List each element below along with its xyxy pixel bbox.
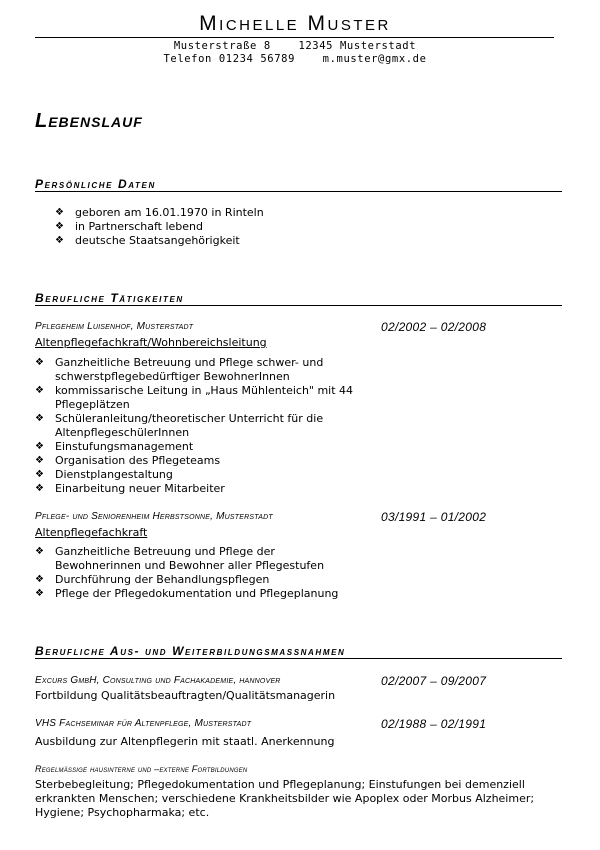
job-duties-list	[35, 545, 535, 601]
diamond-bullet-icon: ❖	[35, 469, 44, 480]
diamond-bullet-icon: ❖	[55, 207, 64, 218]
diamond-bullet-icon: ❖	[35, 546, 44, 557]
education-description: Fortbildung Qualitätsbeauftragten/Qualitätsmanagerin	[35, 689, 336, 702]
section-heading-personal: Persönliche Daten	[35, 177, 156, 191]
diamond-bullet-icon: ❖	[55, 221, 64, 232]
job-role: Altenpflegefachkraft/Wohnbereichsleitung	[35, 336, 267, 349]
section-divider	[35, 191, 562, 192]
diamond-bullet-icon: ❖	[35, 385, 44, 396]
personal-list	[55, 206, 555, 248]
job-employer: Pflegeheim Luisenhof, Musterstadt	[35, 321, 194, 332]
section-divider	[35, 305, 562, 306]
job-dates: 02/2002 – 02/2008	[381, 320, 487, 334]
list-item: ❖ in Partnerschaft lebend	[55, 220, 204, 233]
list-item: ❖ Organisation des Pflegeteams	[35, 454, 221, 467]
education-dates: 02/1988 – 02/1991	[381, 717, 487, 731]
job-role: Altenpflegefachkraft	[35, 526, 148, 539]
list-item: ❖ Einarbeitung neuer Mitarbeiter	[35, 482, 225, 495]
list-item: ❖ Schüleranleitung/theoretischer Unterricht für die AltenpflegeschülerInnen	[35, 412, 324, 439]
list-item: ❖ geboren am 16.01.1970 in Rinteln	[55, 206, 264, 219]
document-title: Lebenslauf	[35, 110, 143, 132]
job-duties-list	[35, 356, 535, 496]
diamond-bullet-icon: ❖	[35, 574, 44, 585]
list-item: ❖ deutsche Staatsangehörigkeit	[55, 234, 240, 247]
diamond-bullet-icon: ❖	[35, 455, 44, 466]
list-item: ❖ Ganzheitliche Betreuung und Pflege schwer- und schwerstpflegebedürftiger BewohnerInnen	[35, 356, 324, 383]
section-heading-education: Berufliche Aus- und Weiterbildungsmassnahmen	[35, 644, 346, 658]
list-item: ❖ Pflege der Pflegedokumentation und Pflegeplanung	[35, 587, 339, 600]
list-item: ❖ kommissarische Leitung in „Haus Mühlenteich" mit 44 Pflegeplätzen	[35, 384, 354, 411]
diamond-bullet-icon: ❖	[35, 588, 44, 599]
education-institution: VHS Fachseminar für Altenpflege, Musterstadt	[35, 718, 252, 729]
address-line: Musterstraße 8 12345 Musterstadt	[173, 40, 417, 52]
internal-training-text: Sterbebegleitung; Pflegedokumentation und Pflegeplanung; Einstufungen bei demenziell erkrankten Menschen; verschiedene Krankheitsbilder wie Apoplex oder Morbus Alzheimer; Hygiene; Psychopharmaka; etc.	[35, 778, 535, 819]
education-description: Ausbildung zur Altenpflegerin mit staatl. Anerkennung	[35, 735, 335, 748]
section-divider	[35, 658, 562, 659]
diamond-bullet-icon: ❖	[35, 441, 44, 452]
diamond-bullet-icon: ❖	[35, 357, 44, 368]
contact-line: Telefon 01234 56789 m.muster@gmx.de	[163, 53, 427, 65]
list-item: ❖ Ganzheitliche Betreuung und Pflege der Bewohnerinnen und Bewohner aller Pflegestufen	[35, 545, 325, 572]
internal-training-label: Regelmässige hausinterne und –externe Fortbildungen	[35, 764, 248, 774]
education-dates: 02/2007 – 09/2007	[381, 674, 487, 688]
list-item: ❖ Durchführung der Behandlungspflegen	[35, 573, 270, 586]
diamond-bullet-icon: ❖	[35, 413, 44, 424]
header-divider	[35, 37, 554, 38]
list-item: ❖ Einstufungsmanagement	[35, 440, 194, 453]
candidate-name: Michelle Muster	[199, 12, 391, 35]
list-item: ❖ Dienstplangestaltung	[35, 468, 173, 481]
diamond-bullet-icon: ❖	[35, 483, 44, 494]
education-institution: Excurs GmbH, Consulting und Fachakademie, hannover	[35, 675, 281, 686]
job-employer: Pflege- und Seniorenheim Herbstsonne, Musterstadt	[35, 511, 273, 522]
section-heading-career: Berufliche Tätigkeiten	[35, 291, 184, 305]
job-dates: 03/1991 – 01/2002	[381, 510, 487, 524]
diamond-bullet-icon: ❖	[55, 235, 64, 246]
